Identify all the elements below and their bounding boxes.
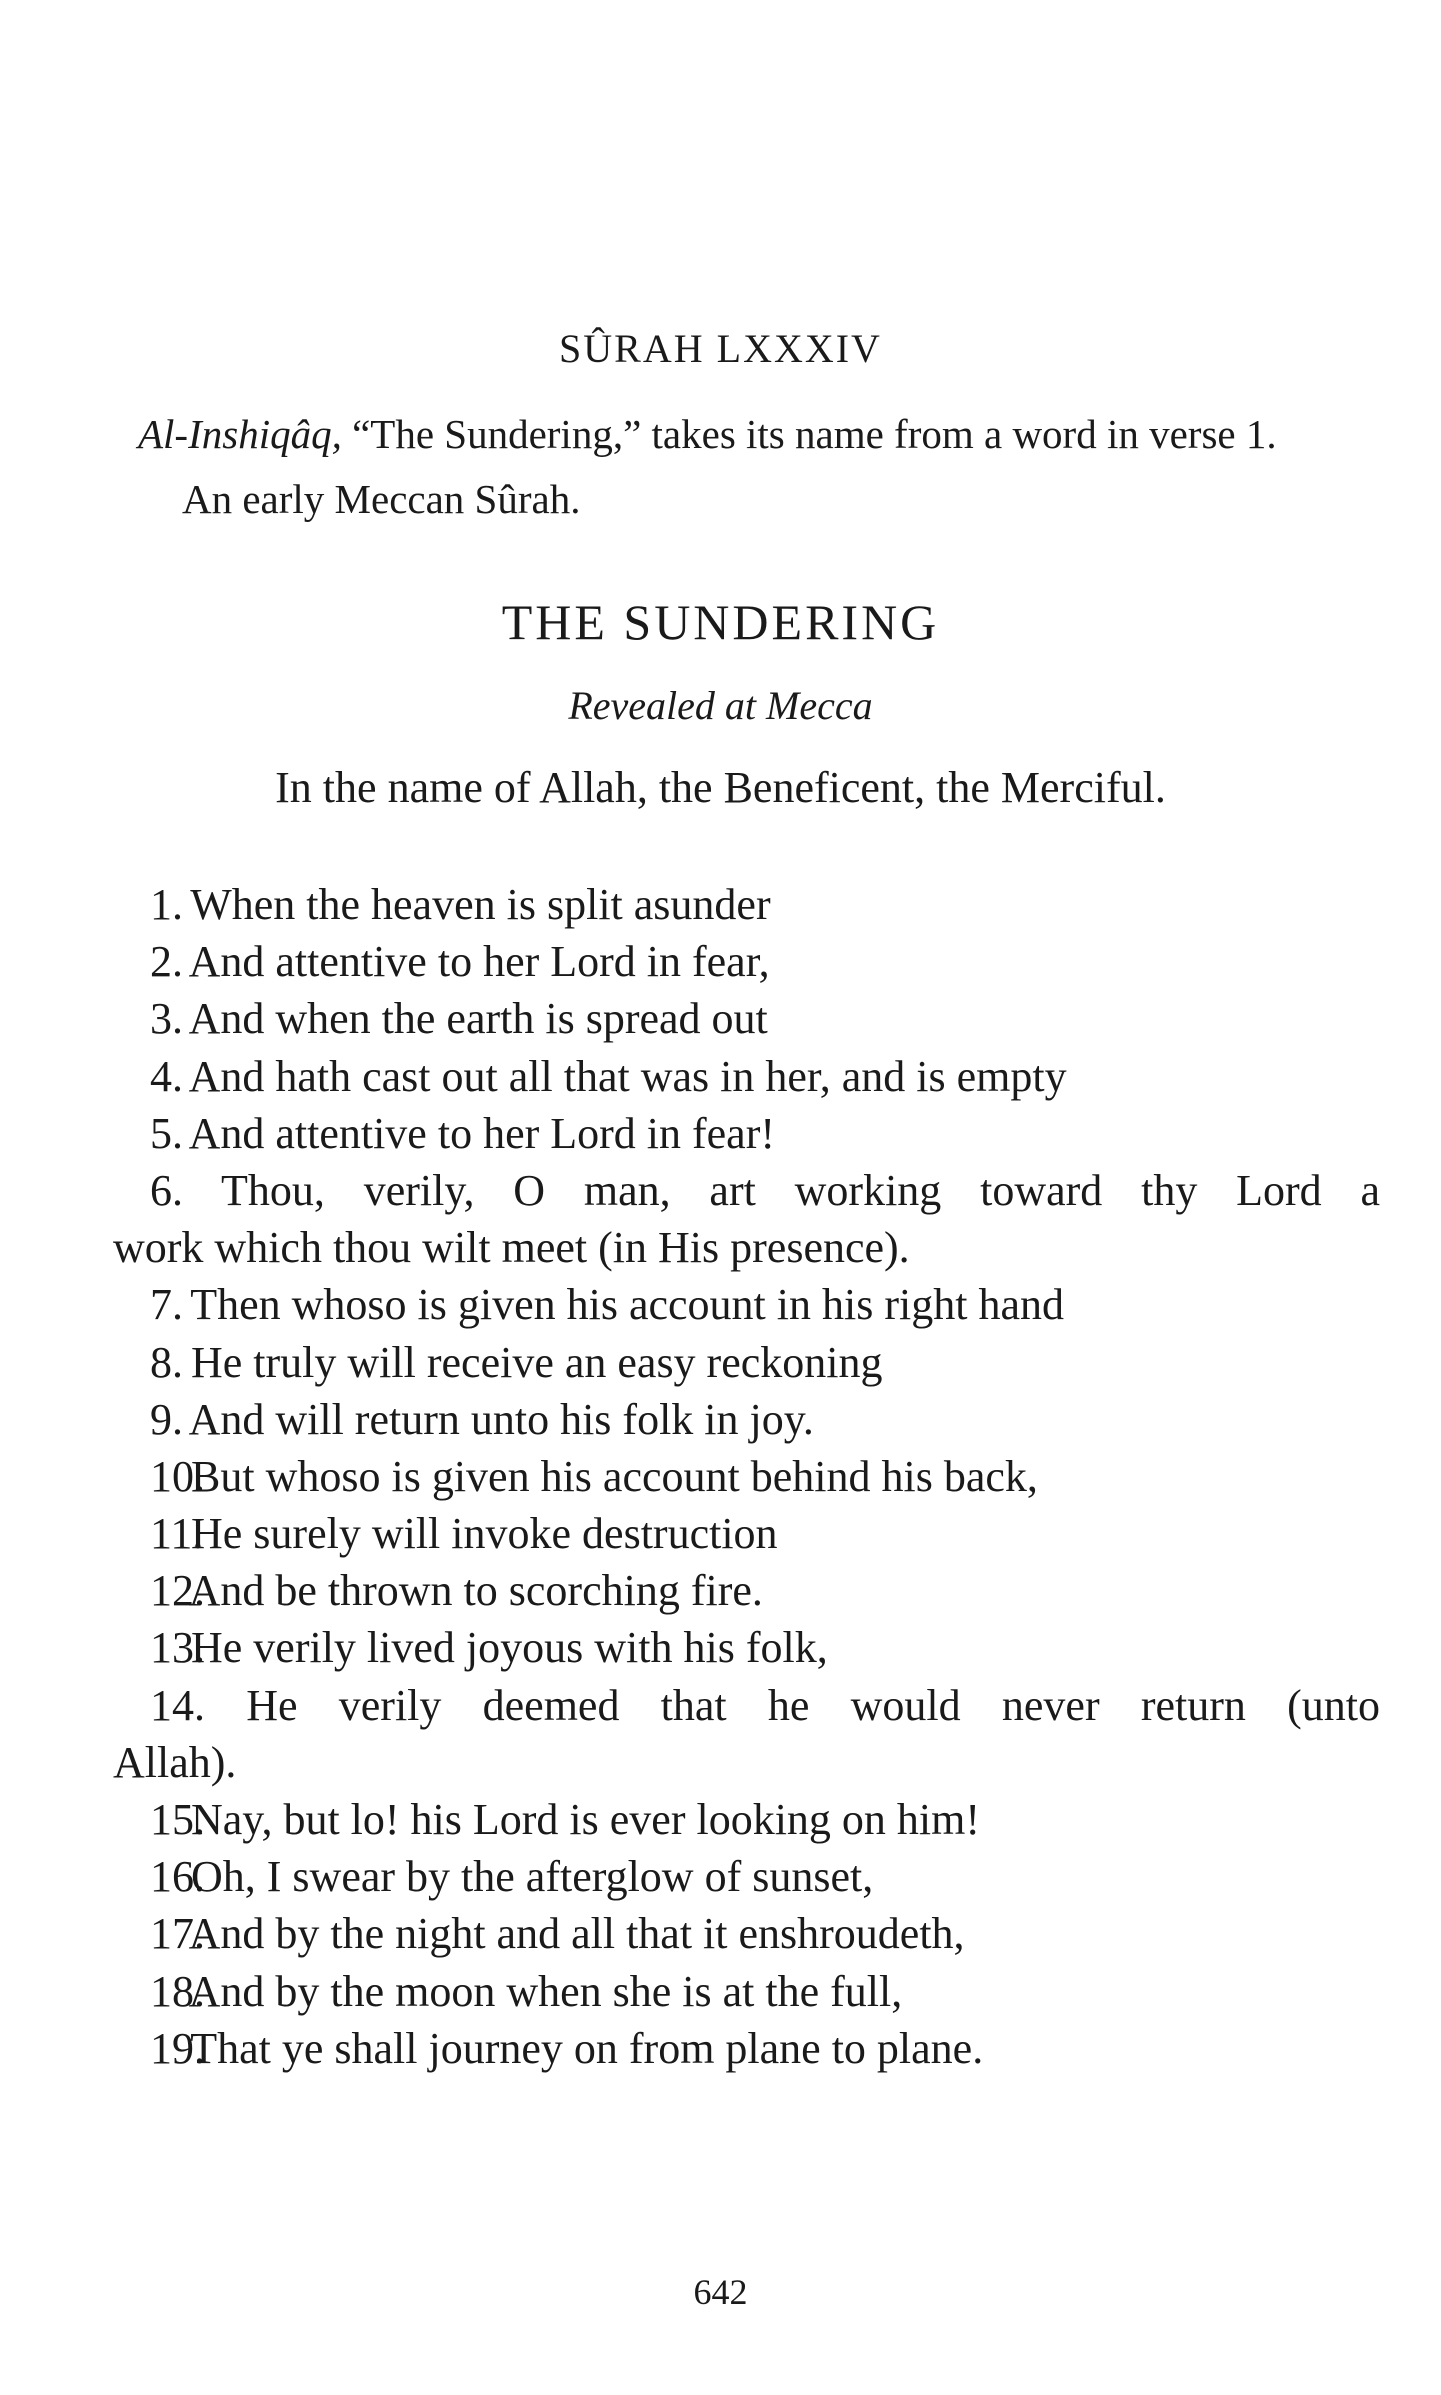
verse-9 (150, 1391, 1380, 1448)
verse-text: He verily deemed that he would never return (unto (246, 1680, 1380, 1730)
verse-number: 1. (150, 880, 183, 929)
verse-list (113, 876, 1380, 2077)
verse-text: And attentive to her Lord in fear! (188, 1108, 776, 1158)
verse-number: 14. (150, 1680, 205, 1730)
verse-2 (150, 933, 1380, 990)
verse-text: And hath cast out all that was in her, and is empty (188, 1051, 1067, 1101)
verse-text: Thou, verily, O man, art working toward thy Lord a (221, 1165, 1380, 1215)
verse-text: And attentive to her Lord in fear, (188, 937, 770, 987)
verse-12 (150, 1562, 1380, 1619)
verse-text: And by the night and all that it enshroudeth, (188, 1909, 965, 1959)
verse-text: When the heaven is split asunder (190, 880, 771, 929)
verse-number: 17. (150, 1909, 205, 1959)
verse-number: 4. (150, 1051, 183, 1101)
verse-number: 15. (150, 1795, 205, 1844)
verse-11 (150, 1505, 1380, 1562)
verse-4 (150, 1048, 1380, 1105)
verse-text: He verily lived joyous with his folk, (191, 1623, 828, 1673)
verse-text: And by the moon when she is at the full, (188, 1966, 903, 2016)
verse-number: 6. (150, 1165, 183, 1215)
verse-number: 3. (150, 994, 183, 1044)
verse-text: Nay, but lo! his Lord is ever looking on him! (191, 1795, 981, 1844)
verse-number: 2. (150, 937, 183, 987)
verse-7 (150, 1276, 1380, 1333)
intro-line-2: An early Meccan Sûrah. (182, 476, 581, 522)
verse-number: 16. (150, 1852, 205, 1902)
surah-heading: SÛRAH LXXXIV (559, 326, 882, 371)
verse-3 (150, 990, 1380, 1047)
verse-number: 9. (150, 1394, 183, 1444)
verse-16 (150, 1848, 1380, 1905)
verse-number: 7. (150, 1280, 183, 1330)
intro-description: “The Sundering,” takes its name from a word in verse 1. (341, 411, 1277, 457)
verse-text: And will return unto his folk in joy. (188, 1394, 814, 1444)
verse-6 (150, 1162, 1380, 1219)
verse-18 (150, 1963, 1380, 2020)
verse-text: He surely will invoke destruction (191, 1509, 778, 1559)
verse-14-continuation: Allah). (113, 1737, 237, 1787)
verse-number: 11. (150, 1509, 204, 1559)
verse-19 (150, 2020, 1380, 2077)
verse-5 (150, 1105, 1380, 1162)
verse-text: That ye shall journey on from plane to plane. (190, 2023, 984, 2073)
verse-number: 8. (150, 1337, 183, 1387)
verse-text: And when the earth is spread out (188, 994, 768, 1044)
verse-number: 12. (150, 1566, 205, 1616)
verse-number: 18. (150, 1966, 205, 2016)
verse-14 (150, 1677, 1380, 1734)
chapter-title: THE SUNDERING (501, 594, 940, 650)
page-number: 642 (693, 2272, 748, 2312)
verse-text: Then whoso is given his account in his right hand (190, 1280, 1064, 1330)
intro-line-1 (138, 410, 1277, 458)
verse-8 (150, 1334, 1380, 1391)
verse-number: 10. (150, 1451, 205, 1501)
verse-text: But whoso is given his account behind his back, (191, 1451, 1038, 1501)
verse-number: 19. (150, 2023, 205, 2073)
verse-text: He truly will receive an easy reckoning (191, 1337, 883, 1387)
invocation: In the name of Allah, the Beneficent, the Merciful. (275, 763, 1166, 812)
verse-number: 5. (150, 1108, 183, 1158)
verse-text: Oh, I swear by the afterglow of sunset, (191, 1852, 874, 1902)
verse-15 (150, 1791, 1380, 1848)
verse-6-continuation: work which thou wilt meet (in His presence). (113, 1223, 910, 1273)
verse-text: And be thrown to scorching fire. (188, 1566, 763, 1616)
verse-1 (150, 876, 1380, 933)
verse-10 (150, 1448, 1380, 1505)
surah-arabic-name: Al-Inshiqâq, (138, 411, 342, 457)
verse-17 (150, 1905, 1380, 1962)
verse-number: 13. (150, 1623, 205, 1673)
verse-13 (150, 1619, 1380, 1676)
chapter-subtitle: Revealed at Mecca (568, 683, 873, 728)
